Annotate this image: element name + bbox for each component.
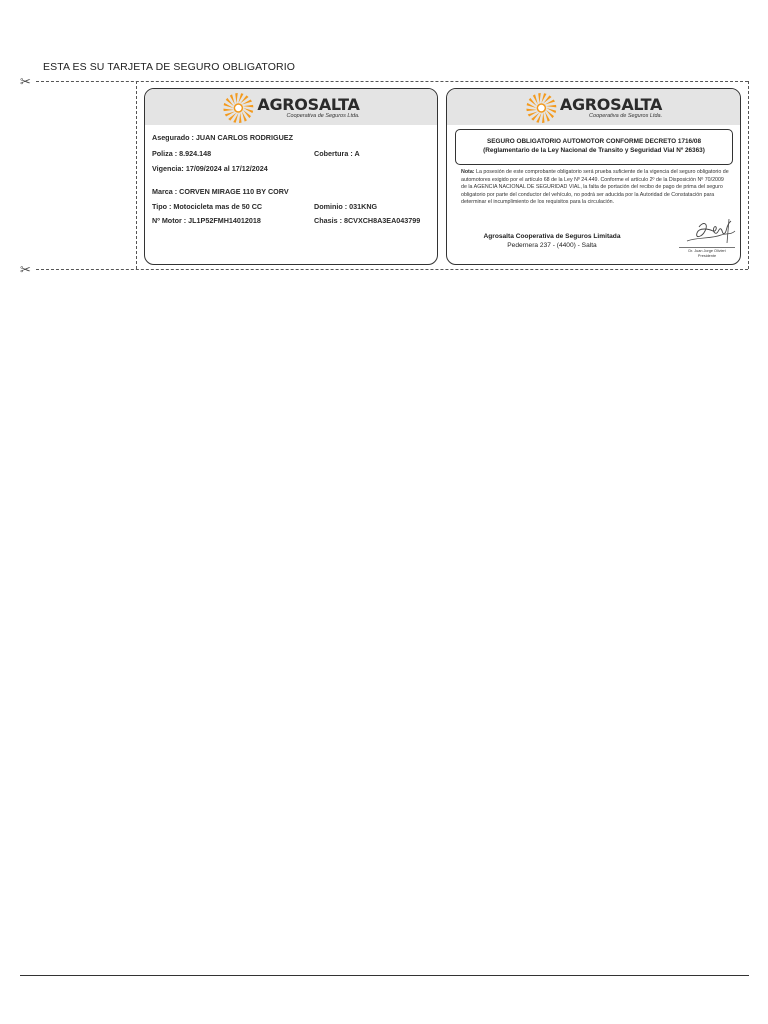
signature-line xyxy=(679,247,735,248)
logo-tagline: Cooperativa de Seguros Ltda. xyxy=(589,112,663,119)
card-header xyxy=(447,89,740,125)
vehicle-plate: Dominio : 031KNG xyxy=(314,202,378,211)
decree-title: SEGURO OBLIGATORIO AUTOMOTOR CONFORME DECRETO 1716/08 xyxy=(487,138,701,145)
signature-caption xyxy=(673,249,741,258)
note-text: La posesión de este comprobante obligatorio será prueba suficiente de la vigencia del seguro obligatorio de automotores exigido por el artículo 68 de la Ley Nº 24.449. Conforme el artículo 2º de la Disposición Nº 70/2009 de la AGENCIA NACIONAL DE SEGURIDAD VIAL, la falta de portación del recibo de pago de prima del seguro obligatorio por parte del conductor del vehículo, no podrá ser aducida por la Autoridad de Constatación para determinar el incumplimiento de los requisitos para la circulación. xyxy=(461,169,729,206)
engine-number: Nº Motor : JL1P52FMH14012018 xyxy=(152,216,261,225)
logo-tagline: Cooperativa de Seguros Ltda. xyxy=(286,112,360,119)
cut-line-top xyxy=(36,81,748,82)
legal-note xyxy=(461,169,729,207)
agrosalta-sun-icon xyxy=(222,92,254,124)
vehicle-brand: Marca : CORVEN MIRAGE 110 BY CORV xyxy=(152,187,289,196)
note-label: Nota: xyxy=(461,169,475,175)
cut-line-bottom xyxy=(36,269,748,270)
agrosalta-sun-icon xyxy=(525,92,557,124)
validity-period: Vigencia: 17/09/2024 al 17/12/2024 xyxy=(152,164,268,173)
scissors-icon: ✂ xyxy=(20,74,31,89)
insured-name: Asegurado : JUAN CARLOS RODRIGUEZ xyxy=(152,133,293,142)
company-name: Agrosalta Cooperativa de Seguros Limitada xyxy=(483,233,621,240)
company-address: Pedernera 237 - (4400) - Salta xyxy=(507,242,597,249)
card-header xyxy=(145,89,437,125)
page-footer-line xyxy=(20,975,749,976)
chassis-number: Chasis : 8CVXCH8A3EA043799 xyxy=(314,216,421,225)
cut-line-left xyxy=(136,81,137,269)
page-title: ESTA ES SU TARJETA DE SEGURO OBLIGATORIO xyxy=(43,61,295,73)
company-logo xyxy=(525,92,662,124)
logo-name: AGROSALTA xyxy=(559,94,663,114)
decree-subtitle: (Reglamentario de la Ley Nacional de Transito y Seguridad Vial Nº 26363) xyxy=(483,147,705,154)
scissors-icon: ✂ xyxy=(20,262,31,277)
insurance-card-back xyxy=(446,88,741,265)
coverage: Cobertura : A xyxy=(314,149,360,158)
vehicle-type: Tipo : Motocicleta mas de 50 CC xyxy=(152,202,263,211)
insurance-card-front xyxy=(144,88,438,265)
cut-line-right xyxy=(748,81,749,269)
signer-name: Dr. Juan Jorge Olivieri xyxy=(688,249,726,253)
signer-role: Presidente xyxy=(697,253,717,258)
logo-name: AGROSALTA xyxy=(257,94,360,114)
policy-number: Poliza : 8.924.148 xyxy=(152,149,212,158)
decree-box xyxy=(455,129,733,165)
company-logo xyxy=(222,92,359,124)
